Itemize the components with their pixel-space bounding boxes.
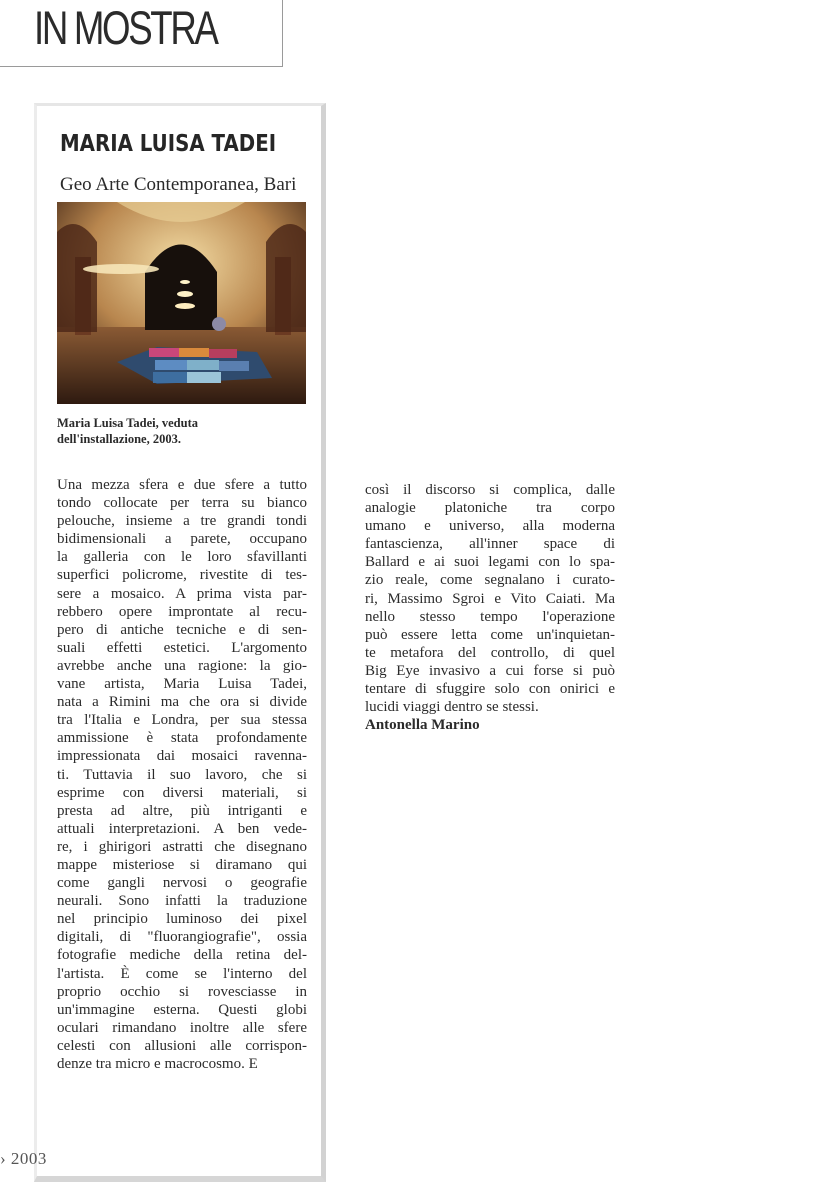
- body-line: nello stesso tempo l'operazione: [365, 608, 615, 625]
- caption-line: dell'installazione, 2003.: [57, 432, 181, 446]
- body-line: analogie platoniche tra corpo: [365, 500, 615, 517]
- body-line: Ballard e ai suoi legami con lo spa-: [365, 554, 615, 571]
- body-line: bidimensionali a parete, occupano: [57, 531, 307, 548]
- body-line: celesti con allusioni alle corrispon-: [57, 1037, 307, 1054]
- body-line: vane artista, Maria Luisa Tadei,: [57, 676, 307, 693]
- body-line: l'artista. È come se l'interno del: [57, 965, 307, 982]
- body-line: digitali, di "fluorangiografie", ossia: [57, 929, 307, 946]
- body-line: impressionata dai mosaici ravenna-: [57, 748, 307, 765]
- body-line: ammissione è stata profondamente: [57, 730, 307, 747]
- body-line: nel principio luminoso dei pixel: [57, 911, 307, 928]
- body-line: neurali. Sono infatti la traduzione: [57, 893, 307, 910]
- body-line: Una mezza sfera e due sfere a tutto: [57, 477, 307, 493]
- body-line: denze tra micro e macrocosmo. E: [57, 1056, 258, 1072]
- body-line: presta ad altre, più intriganti e: [57, 802, 307, 819]
- body-line: esprime con diversi materiali, si: [57, 784, 307, 801]
- body-line: umano e universo, alla moderna: [365, 518, 615, 535]
- photo-caption: [57, 415, 302, 447]
- body-line: tra l'Italia e Londra, per sua stessa: [57, 712, 307, 729]
- body-line: te metafora del controllo, di quel: [365, 644, 615, 661]
- body-line: oculari rimandano inoltre alle sfere: [57, 1019, 307, 1036]
- body-line: mappe misteriose si diramano qui: [57, 856, 307, 873]
- body-line: può essere letta come un'inquietan-: [365, 626, 615, 643]
- body-line: così il discorso si complica, dalle: [365, 482, 615, 498]
- body-column-right: [365, 481, 615, 734]
- body-line: lucidi viaggi dentro se stessi.: [365, 699, 539, 716]
- body-line: pero di antiche tecniche e di sen-: [57, 621, 307, 638]
- body-line: come gangli nervosi o geografie: [57, 875, 307, 892]
- body-line: re, i ghirigori astratti che disegnano: [57, 838, 307, 855]
- body-line: la galleria con le loro sfavillanti: [57, 549, 307, 566]
- body-line: sere a mosaico. A prima vista par-: [57, 585, 307, 602]
- body-line: tondo collocate per terra su bianco: [57, 495, 307, 512]
- body-line: fantascienza, all'inner space di: [365, 536, 615, 553]
- body-line: Big Eye invasivo a cui forse si può: [365, 662, 615, 679]
- section-header: [0, 0, 283, 67]
- page-number-value: 2003: [10, 1149, 47, 1168]
- body-line: zio reale, come segnalano i curato-: [365, 572, 615, 589]
- venue: Geo Arte Contemporanea, Bari: [60, 174, 297, 195]
- section-title: IN MOSTRA: [34, 1, 217, 54]
- body-line: pelouche, insieme a tre grandi tondi: [57, 513, 307, 530]
- body-line: attuali interpretazioni. A ben vede-: [57, 820, 307, 837]
- author-name: Antonella Marino: [365, 717, 480, 734]
- body-line: avrebbe anche una ragione: la gio-: [57, 657, 307, 674]
- body-line: rebbero opere improntate al recu-: [57, 603, 307, 620]
- installation-photo: [57, 202, 306, 404]
- installation-photo-image: [57, 202, 306, 404]
- body-line: superfici policrome, rivestite di tes-: [57, 567, 307, 584]
- body-line: un'immagine esterna. Questi globi: [57, 1001, 307, 1018]
- body-line: nata a Rimini ma che ora si divide: [57, 694, 307, 711]
- body-line: proprio occhio si rovesciasse in: [57, 983, 307, 1000]
- body-line: suali effetti estetici. L'argomento: [57, 639, 307, 656]
- artist-name: MARIA LUISA TADEI: [60, 131, 277, 157]
- body-line: ti. Tuttavia il suo lavoro, che si: [57, 766, 307, 783]
- body-line: ri, Massimo Sgroi e Vito Caiati. Ma: [365, 590, 615, 607]
- body-line: fotografie mediche della retina del-: [57, 947, 307, 964]
- body-line: tentare di sfuggire solo con onirici e: [365, 681, 615, 698]
- body-column-left: [57, 476, 307, 1073]
- page-number: [0, 1149, 47, 1169]
- caption-line: Maria Luisa Tadei, veduta: [57, 416, 198, 430]
- page-number-glyph: ›: [0, 1149, 11, 1168]
